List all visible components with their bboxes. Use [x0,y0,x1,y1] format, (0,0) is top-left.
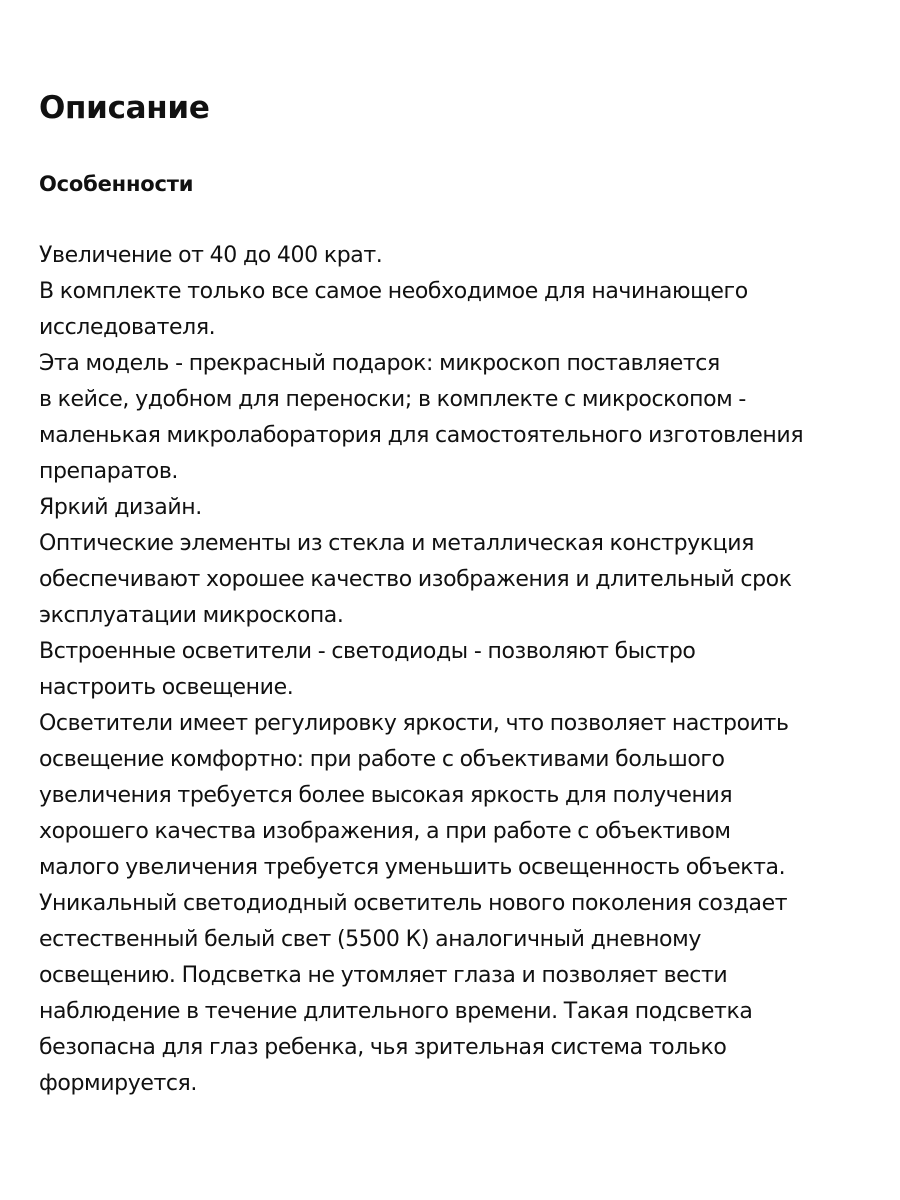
description-line: освещение комфортно: при работе с объективами большого [39,747,725,772]
description-line: обеспечивают хорошее качество изображения и длительный срок [39,567,792,592]
description-line: Уникальный светодиодный осветитель нового поколения создает [39,891,788,916]
description-line: формируется. [39,1071,197,1096]
section-title: Особенности [39,172,194,196]
description-line: малого увеличения требуется уменьшить освещенность объекта. [39,855,786,880]
description-line: В комплекте только все самое необходимое для начинающего [39,279,748,304]
description-line: Встроенные осветители - светодиоды - позволяют быстро [39,639,696,664]
description-line: исследователя. [39,315,216,340]
description-line: в кейсе, удобном для переноски; в комплекте с микроскопом - [39,387,746,412]
description-line: безопасна для глаз ребенка, чья зрительная система только [39,1035,727,1060]
description-page [39,0,900,1200]
description-body [39,238,803,1102]
description-line: наблюдение в течение длительного времени. Такая подсветка [39,999,753,1024]
description-line: увеличения требуется более высокая яркость для получения [39,783,733,808]
description-line: эксплуатации микроскопа. [39,603,344,628]
description-line: хорошего качества изображения, а при работе с объективом [39,819,731,844]
description-line: настроить освещение. [39,675,294,700]
page-title: Описание [39,90,210,126]
description-line: Осветители имеет регулировку яркости, что позволяет настроить [39,711,789,736]
description-line: Увеличение от 40 до 400 крат. [39,243,383,268]
description-line: Эта модель - прекрасный подарок: микроскоп поставляется [39,351,720,376]
description-line: Оптические элементы из стекла и металлическая конструкция [39,531,754,556]
description-line: препаратов. [39,459,179,484]
description-line: естественный белый свет (5500 К) аналогичный дневному [39,927,701,952]
description-line: освещению. Подсветка не утомляет глаза и позволяет вести [39,963,728,988]
description-line: Яркий дизайн. [39,495,202,520]
description-line: маленькая микролаборатория для самостоятельного изготовления [39,423,804,448]
